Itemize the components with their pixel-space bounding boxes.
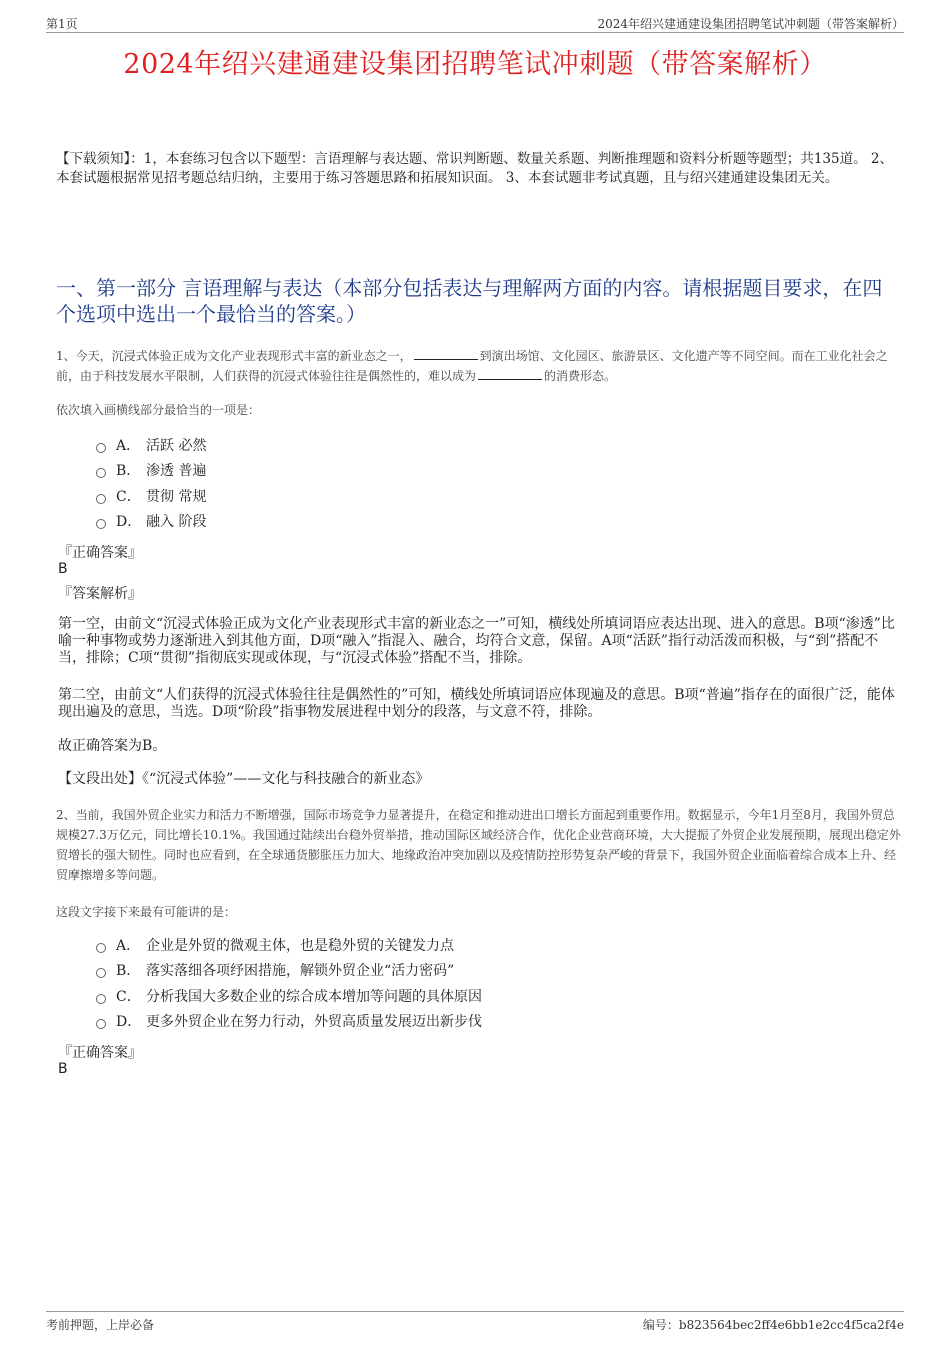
option-text: 分析我国大多数企业的综合成本增加等问题的具体原因 xyxy=(146,988,482,1005)
question-2-prompt: 这段文字接下来最有可能讲的是： xyxy=(56,905,237,919)
footer-serial: 编号：b823564bec2ff4e6bb1e2cc4f5ca2f4e xyxy=(642,1318,904,1332)
option-text: 融入 阶段 xyxy=(146,514,207,531)
option-a[interactable] xyxy=(96,432,206,458)
option-letter: A． xyxy=(116,437,141,454)
correct-answer-label: 『正确答案』 xyxy=(58,1045,142,1061)
radio-icon[interactable] xyxy=(96,494,106,504)
download-notice: 【下载须知】：1，本套练习包含以下题型：言语理解与表达题、常识判断题、数量关系题、判断推理题和资料分析题等题型；共135道。 2、本套试题根据常见招考题总结归纳，主要用于练习答题思路和拓展知识面。 3、本套试题非考试真题，且与绍兴建通建设集团无关。 xyxy=(56,151,893,186)
option-letter: B． xyxy=(116,963,141,980)
question-1-text-part-c: 的消费形态。 xyxy=(544,369,617,383)
page-footer xyxy=(46,1311,904,1334)
option-c[interactable] xyxy=(96,983,482,1009)
option-text: 活跃 必然 xyxy=(146,437,207,454)
radio-icon[interactable] xyxy=(96,1019,106,1029)
correct-answer: B xyxy=(58,1061,68,1077)
option-d[interactable] xyxy=(96,509,206,535)
question-2-text: 2、当前，我国外贸企业实力和活力不断增强，国际市场竞争力显著提升，在稳定和推动进出口增长方面起到重要作用。数据显示，今年1月至8月，我国外贸总规模27.3万亿元，同比增长10.1%。我国通过陆续出台稳外贸举措，推动国际区域经济合作，优化企业营商环境，大大提振了外贸企业发展预期，展现出稳定外贸增长的强大韧性。同时也应看到，在全球通货膨胀压力加大、地缘政治冲突加剧以及疫情防控形势复杂严峻的背景下，我国外贸企业面临着综合成本上升、经贸摩擦增多等问题。 xyxy=(56,808,901,882)
analysis-conclusion: 故正确答案为B。 xyxy=(58,738,167,754)
page-header xyxy=(46,14,904,33)
option-d[interactable] xyxy=(96,1009,482,1035)
option-b[interactable] xyxy=(96,958,482,984)
correct-answer: B xyxy=(58,561,68,577)
page-number: 第1页 xyxy=(46,17,78,31)
analysis-label: 『答案解析』 xyxy=(58,586,142,602)
question-1-text-part-b: 到演出场馆、文化园区、旅游景区、文化遗产等不同空间。而在工业化社会之前，由于科技发展水平限制，人们获得的沉浸式体验往往是偶然性的，难以成为 xyxy=(56,349,888,383)
question-2-options xyxy=(96,932,482,1034)
radio-icon[interactable] xyxy=(96,943,106,953)
option-text: 渗透 普遍 xyxy=(146,463,207,480)
section-heading: 一、第一部分 言语理解与表达（本部分包括表达与理解两方面的内容。请根据题目要求，在四个选项中选出一个最恰当的答案。） xyxy=(56,276,883,326)
option-text: 更多外贸企业在努力行动，外贸高质量发展迈出新步伐 xyxy=(146,1014,482,1031)
option-letter: A． xyxy=(116,937,141,954)
page-title: 2024年绍兴建通建设集团招聘笔试冲刺题（带答案解析） xyxy=(123,49,827,80)
radio-icon[interactable] xyxy=(96,968,106,978)
option-text: 落实落细各项纾困措施，解锁外贸企业“活力密码” xyxy=(146,963,455,980)
option-letter: B． xyxy=(116,463,141,480)
fill-blank-2 xyxy=(478,367,542,380)
analysis-paragraph-1: 第一空，由前文“沉浸式体验正成为文化产业表现形式丰富的新业态之一”可知，横线处所填词语应表达出现、进入的意思。B项“渗透”比喻一种事物或势力逐渐进入到其他方面，D项“融入”指混入、融合，均符合文意，保留。A项“活跃”指行动活泼而积极，与“到”搭配不当，排除；C项“贯彻”指彻底实现或体现，与“沉浸式体验”搭配不当，排除。 xyxy=(58,616,895,666)
header-doc-title: 2024年绍兴建通建设集团招聘笔试冲刺题（带答案解析） xyxy=(597,17,904,31)
option-text: 贯彻 常规 xyxy=(146,488,207,505)
fill-blank-1 xyxy=(414,347,478,360)
question-1-text xyxy=(56,346,902,386)
option-letter: C． xyxy=(116,488,141,505)
passage-source: 【文段出处】《“沉浸式体验”——文化与科技融合的新业态》 xyxy=(58,771,430,787)
option-letter: D． xyxy=(116,1014,142,1031)
correct-answer-label: 『正确答案』 xyxy=(58,545,142,561)
option-c[interactable] xyxy=(96,483,206,509)
question-1-text-part-a: 1、今天，沉浸式体验正成为文化产业表现形式丰富的新业态之一， xyxy=(56,349,412,363)
question-1-prompt: 依次填入画横线部分最恰当的一项是： xyxy=(56,403,261,417)
radio-icon[interactable] xyxy=(96,443,106,453)
radio-icon[interactable] xyxy=(96,519,106,529)
analysis-paragraph-2: 第二空，由前文“人们获得的沉浸式体验往往是偶然性的”可知，横线处所填词语应体现遍及的意思。B项“普遍”指存在的面很广泛，能体现出遍及的意思，当选。D项“阶段”指事物发展进程中划分的段落，与文意不符，排除。 xyxy=(58,687,895,720)
option-letter: D． xyxy=(116,514,142,531)
option-letter: C． xyxy=(116,988,141,1005)
option-a[interactable] xyxy=(96,932,482,958)
radio-icon[interactable] xyxy=(96,994,106,1004)
option-text: 企业是外贸的微观主体，也是稳外贸的关键发力点 xyxy=(146,937,454,954)
radio-icon[interactable] xyxy=(96,468,106,478)
option-b[interactable] xyxy=(96,458,206,484)
footer-slogan: 考前押题，上岸必备 xyxy=(46,1318,155,1332)
question-1-options xyxy=(96,432,206,534)
